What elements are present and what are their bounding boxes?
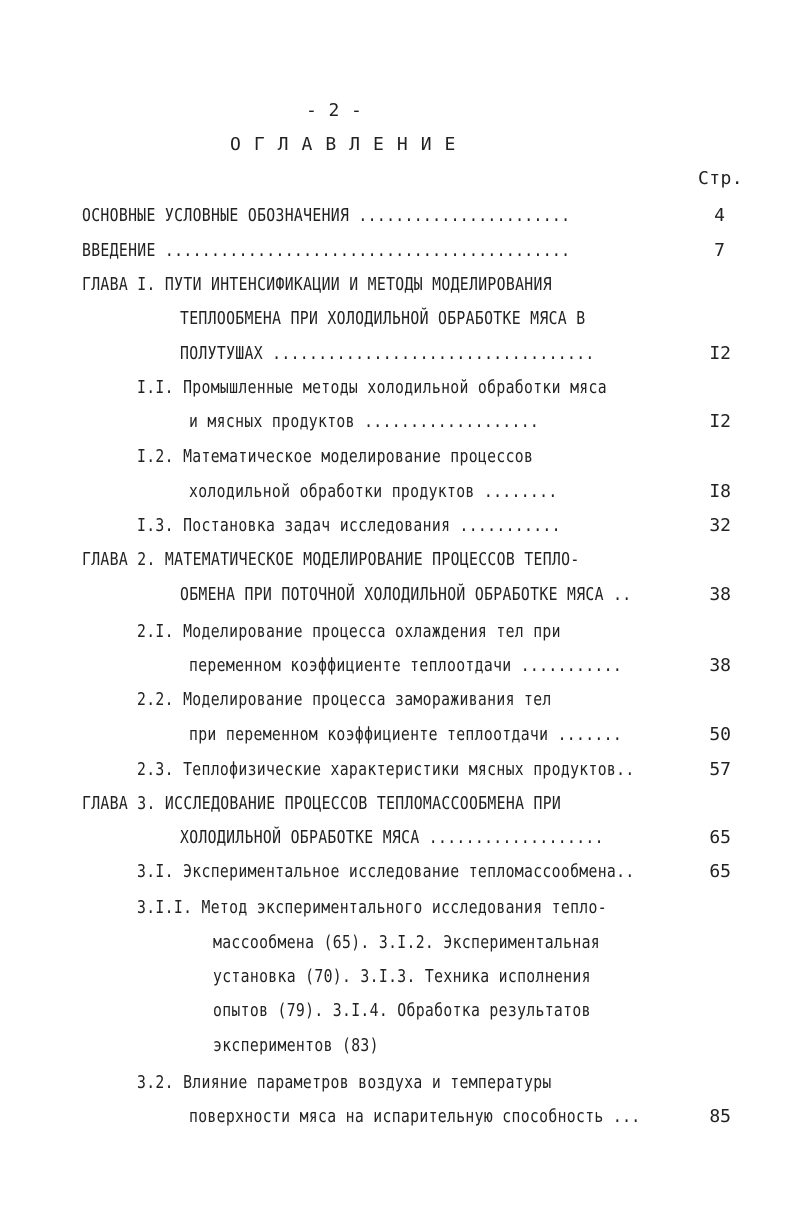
toc-entry-line: I.3. Постановка задач исследования ...........	[137, 515, 561, 536]
toc-entry-line: ТЕПЛООБМЕНА ПРИ ХОЛОДИЛЬНОЙ ОБРАБОТКЕ МЯСА В	[180, 308, 586, 329]
toc-heading: ОГЛАВЛЕНИЕ	[230, 134, 469, 155]
toc-entry-page: 85	[709, 1106, 731, 1127]
toc-entry-line: ПОЛУТУШАХ ...................................	[180, 343, 595, 364]
toc-entry-line: I.2. Математическое моделирование процессов	[137, 446, 534, 467]
toc-entry-line: массообмена (65). 3.I.2. Экспериментальная	[213, 932, 601, 953]
toc-entry-page: I2	[709, 411, 731, 432]
toc-entry-line: I.I. Промышленные методы холодильной обработки мяса	[137, 377, 607, 398]
toc-entry-line: при переменном коэффициенте теплоотдачи .......	[189, 724, 623, 745]
toc-entry-page: 7	[714, 240, 725, 261]
toc-entry-line: 3.2. Влияние параметров воздуха и температуры	[137, 1072, 552, 1093]
toc-entry-line: 2.3. Теплофизические характеристики мясных продуктов..	[137, 759, 635, 780]
toc-entry-line: холодильной обработки продуктов ........	[189, 481, 558, 502]
toc-entry-line: 2.2. Моделирование процесса замораживания тел	[137, 689, 552, 710]
toc-entry-line: поверхности мяса на испарительную способность ...	[189, 1106, 641, 1127]
toc-entry-line: ГЛАВА 2. МАТЕМАТИЧЕСКОЕ МОДЕЛИРОВАНИЕ ПРОЦЕССОВ ТЕПЛО-	[82, 549, 580, 570]
toc-entry-line: ОСНОВНЫЕ УСЛОВНЫЕ ОБОЗНАЧЕНИЯ .......................	[82, 205, 571, 226]
toc-entry-line: опытов (79). 3.I.4. Обработка результатов	[213, 1000, 591, 1021]
toc-entry-page: I2	[709, 343, 731, 364]
toc-entry-page: 38	[709, 655, 731, 676]
toc-entry-line: 2.I. Моделирование процесса охлаждения тел при	[137, 621, 561, 642]
page-column-label: Стр.	[698, 168, 743, 189]
toc-entry-page: 4	[714, 205, 725, 226]
toc-entry-line: ГЛАВА I. ПУТИ ИНТЕНСИФИКАЦИИ И МЕТОДЫ МОДЕЛИРОВАНИЯ	[82, 274, 552, 295]
toc-entry-line: ХОЛОДИЛЬНОЙ ОБРАБОТКЕ МЯСА ...................	[180, 827, 604, 848]
page-number: - 2 -	[306, 100, 363, 121]
toc-entry-page: 50	[709, 724, 731, 745]
toc-entry-line: 3.I.I. Метод экспериментального исследования тепло-	[137, 897, 607, 918]
toc-entry-page: 57	[709, 759, 731, 780]
toc-entry-line: установка (70). 3.I.3. Техника исполнения	[213, 966, 591, 987]
toc-entry-line: ВВЕДЕНИЕ ............................................	[82, 240, 571, 261]
toc-entry-page: 65	[709, 827, 731, 848]
toc-entry-page: 32	[709, 515, 731, 536]
toc-entry-line: 3.I. Экспериментальное исследование тепломассообмена..	[137, 861, 635, 882]
toc-entry-page: 65	[709, 861, 731, 882]
toc-entry-line: экспериментов (83)	[213, 1035, 379, 1056]
toc-entry-page: I8	[709, 481, 731, 502]
toc-entry-page: 38	[709, 584, 731, 605]
toc-entry-line: ГЛАВА 3. ИССЛЕДОВАНИЕ ПРОЦЕССОВ ТЕПЛОМАССООБМЕНА ПРИ	[82, 793, 562, 814]
toc-entry-line: переменном коэффициенте теплоотдачи ...........	[189, 655, 623, 676]
toc-entry-line: ОБМЕНА ПРИ ПОТОЧНОЙ ХОЛОДИЛЬНОЙ ОБРАБОТКЕ МЯСА ..	[180, 584, 632, 605]
toc-entry-line: и мясных продуктов ...................	[189, 411, 540, 432]
